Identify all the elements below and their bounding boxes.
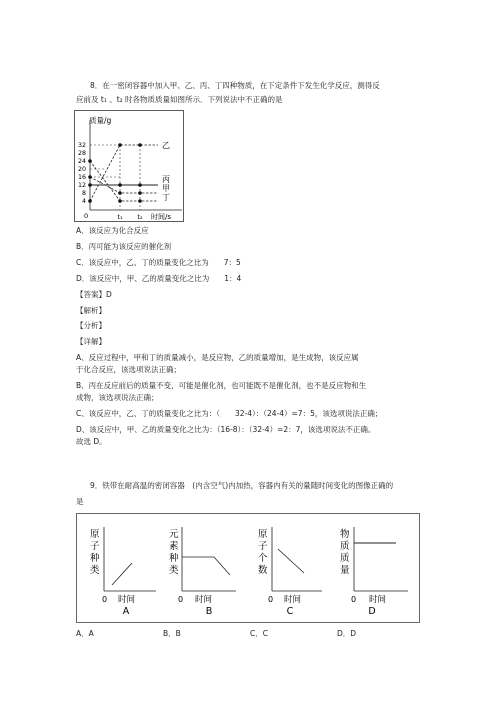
svg-text:元: 元 [169,529,179,540]
q8-jiexi-heading: 【解析】 [76,306,106,315]
q8-explain-line: D、该反应中，甲、乙的质量变化之比为：（16-8）：（32-4）=2：7，该选项说法不正确。 [76,425,376,434]
label-jia: 甲 [162,184,170,193]
svg-text:物: 物 [340,529,350,540]
q8-xlabel: 时间/s [151,213,172,221]
y-tick-12: 12 [77,182,86,189]
graph-a-line [112,563,132,585]
label-ding: 丁 [162,193,170,202]
svg-text:时间: 时间 [369,595,387,605]
svg-text:0: 0 [178,595,184,604]
q8-explain-line: 于化合反应，该选项说法正确； [76,365,181,374]
graph-a-letter: A [122,606,130,617]
graph-c-letter: C [286,606,294,617]
svg-text:时间: 时间 [284,595,302,605]
svg-text:类: 类 [169,565,179,576]
q9-option-a[interactable]: A．A [76,629,94,638]
y-tick-8: 8 [81,190,86,197]
graph-d-letter: D [368,606,376,617]
y-tick-20: 20 [77,166,86,173]
x-tick-t2: t₂ [137,213,143,221]
svg-text:类: 类 [90,565,100,576]
q9-graph-c [258,527,322,617]
q8-origin: 0 [84,212,89,220]
y-tick-4: 4 [81,198,86,205]
y-tick-24: 24 [77,158,86,165]
series-ding-line [90,161,158,201]
q9-graph-d [340,527,408,617]
q9-graph-a [90,527,156,617]
q9-graph-panel [76,513,420,623]
q8-graph-frame [75,111,184,222]
svg-text:种: 种 [90,553,100,564]
x-tick-t1: t₁ [117,213,123,221]
svg-text:0: 0 [351,595,357,604]
svg-text:原: 原 [258,529,268,540]
q8-explain-line: 成物，该选项说法正确； [76,393,159,402]
svg-text:数: 数 [258,565,268,576]
svg-text:量: 量 [340,565,350,576]
q8-ylabel: 质量/g [89,116,112,125]
svg-text:子: 子 [90,541,100,552]
q8-answer: 【答案】D [76,290,112,299]
svg-text:时间: 时间 [118,595,136,605]
q9-graph-b [169,527,236,617]
q8-explain-line: B、丙在反应前后的质量不变，可能是催化剂，也可能既不是催化剂，也不是反应物和生 [76,381,367,390]
q8-stem-line1: 8．在一密闭容器中加入甲、乙、丙、丁四种物质，在下定条件下发生化学反应，测得反 [90,81,380,90]
q8-explain-line: A、反应过程中，甲和丁的质量减小，是反应物，乙的质量增加，是生成物，该反应属 [76,353,359,362]
svg-text:素: 素 [169,541,179,552]
q9-stem-line1: 9．铁带在耐高温的密闭容器 (内含空气)内加热，容器内有关的量随时间变化的图像正确的 [90,481,394,490]
svg-text:0: 0 [268,595,274,604]
q9-option-c[interactable]: C．C [250,629,268,638]
q8-option-b[interactable]: B．丙可能为该反应的催化剂 [76,242,172,251]
q8-xiangjie-heading: 【详解】 [76,337,106,346]
q8-mass-time-graph [74,110,184,222]
q9-option-b[interactable]: B．B [163,629,181,638]
label-yi: 乙 [162,141,170,150]
y-tick-32: 32 [77,142,86,149]
q8-stem-line2: 应前及 t₁ 、t₂ 时各物质质量如图所示．下列说法中不正确的是 [76,95,283,104]
svg-text:0: 0 [102,595,108,604]
q8-option-a[interactable]: A．该反应为化合反应 [76,226,149,235]
graph-c-line [278,549,304,573]
svg-text:子: 子 [258,541,268,552]
marker-yi-t2 [138,143,142,147]
q8-option-c[interactable]: C．该反应中，乙、丁的质量变化之比为 7：5 [76,258,241,267]
q8-option-d[interactable]: D．该反应中，甲、乙的质量变化之比为 1：4 [76,274,242,283]
svg-text:时间: 时间 [195,595,213,605]
q9-stem-line2: 是 [76,497,84,506]
y-tick-16: 16 [77,174,86,181]
svg-text:种: 种 [169,553,179,564]
svg-text:个: 个 [258,553,268,564]
label-bing: 丙 [162,175,170,184]
q8-explain-line: C、该反应中，乙、丁的质量变化之比为：（ 32-4）：（24-4）=7：5，该选项说法正确； [76,409,383,418]
q8-explain-line: 故选 D。 [76,437,107,446]
svg-text:质: 质 [340,553,350,564]
graph-b-line [182,557,230,575]
y-tick-28: 28 [77,150,86,157]
svg-text:质: 质 [340,541,350,552]
q8-fenxi-heading: 【分析】 [76,321,106,330]
svg-text:原: 原 [90,529,100,540]
marker-yi-t1 [118,143,122,147]
graph-b-letter: B [205,606,213,617]
q9-option-d[interactable]: D．D [337,629,357,638]
